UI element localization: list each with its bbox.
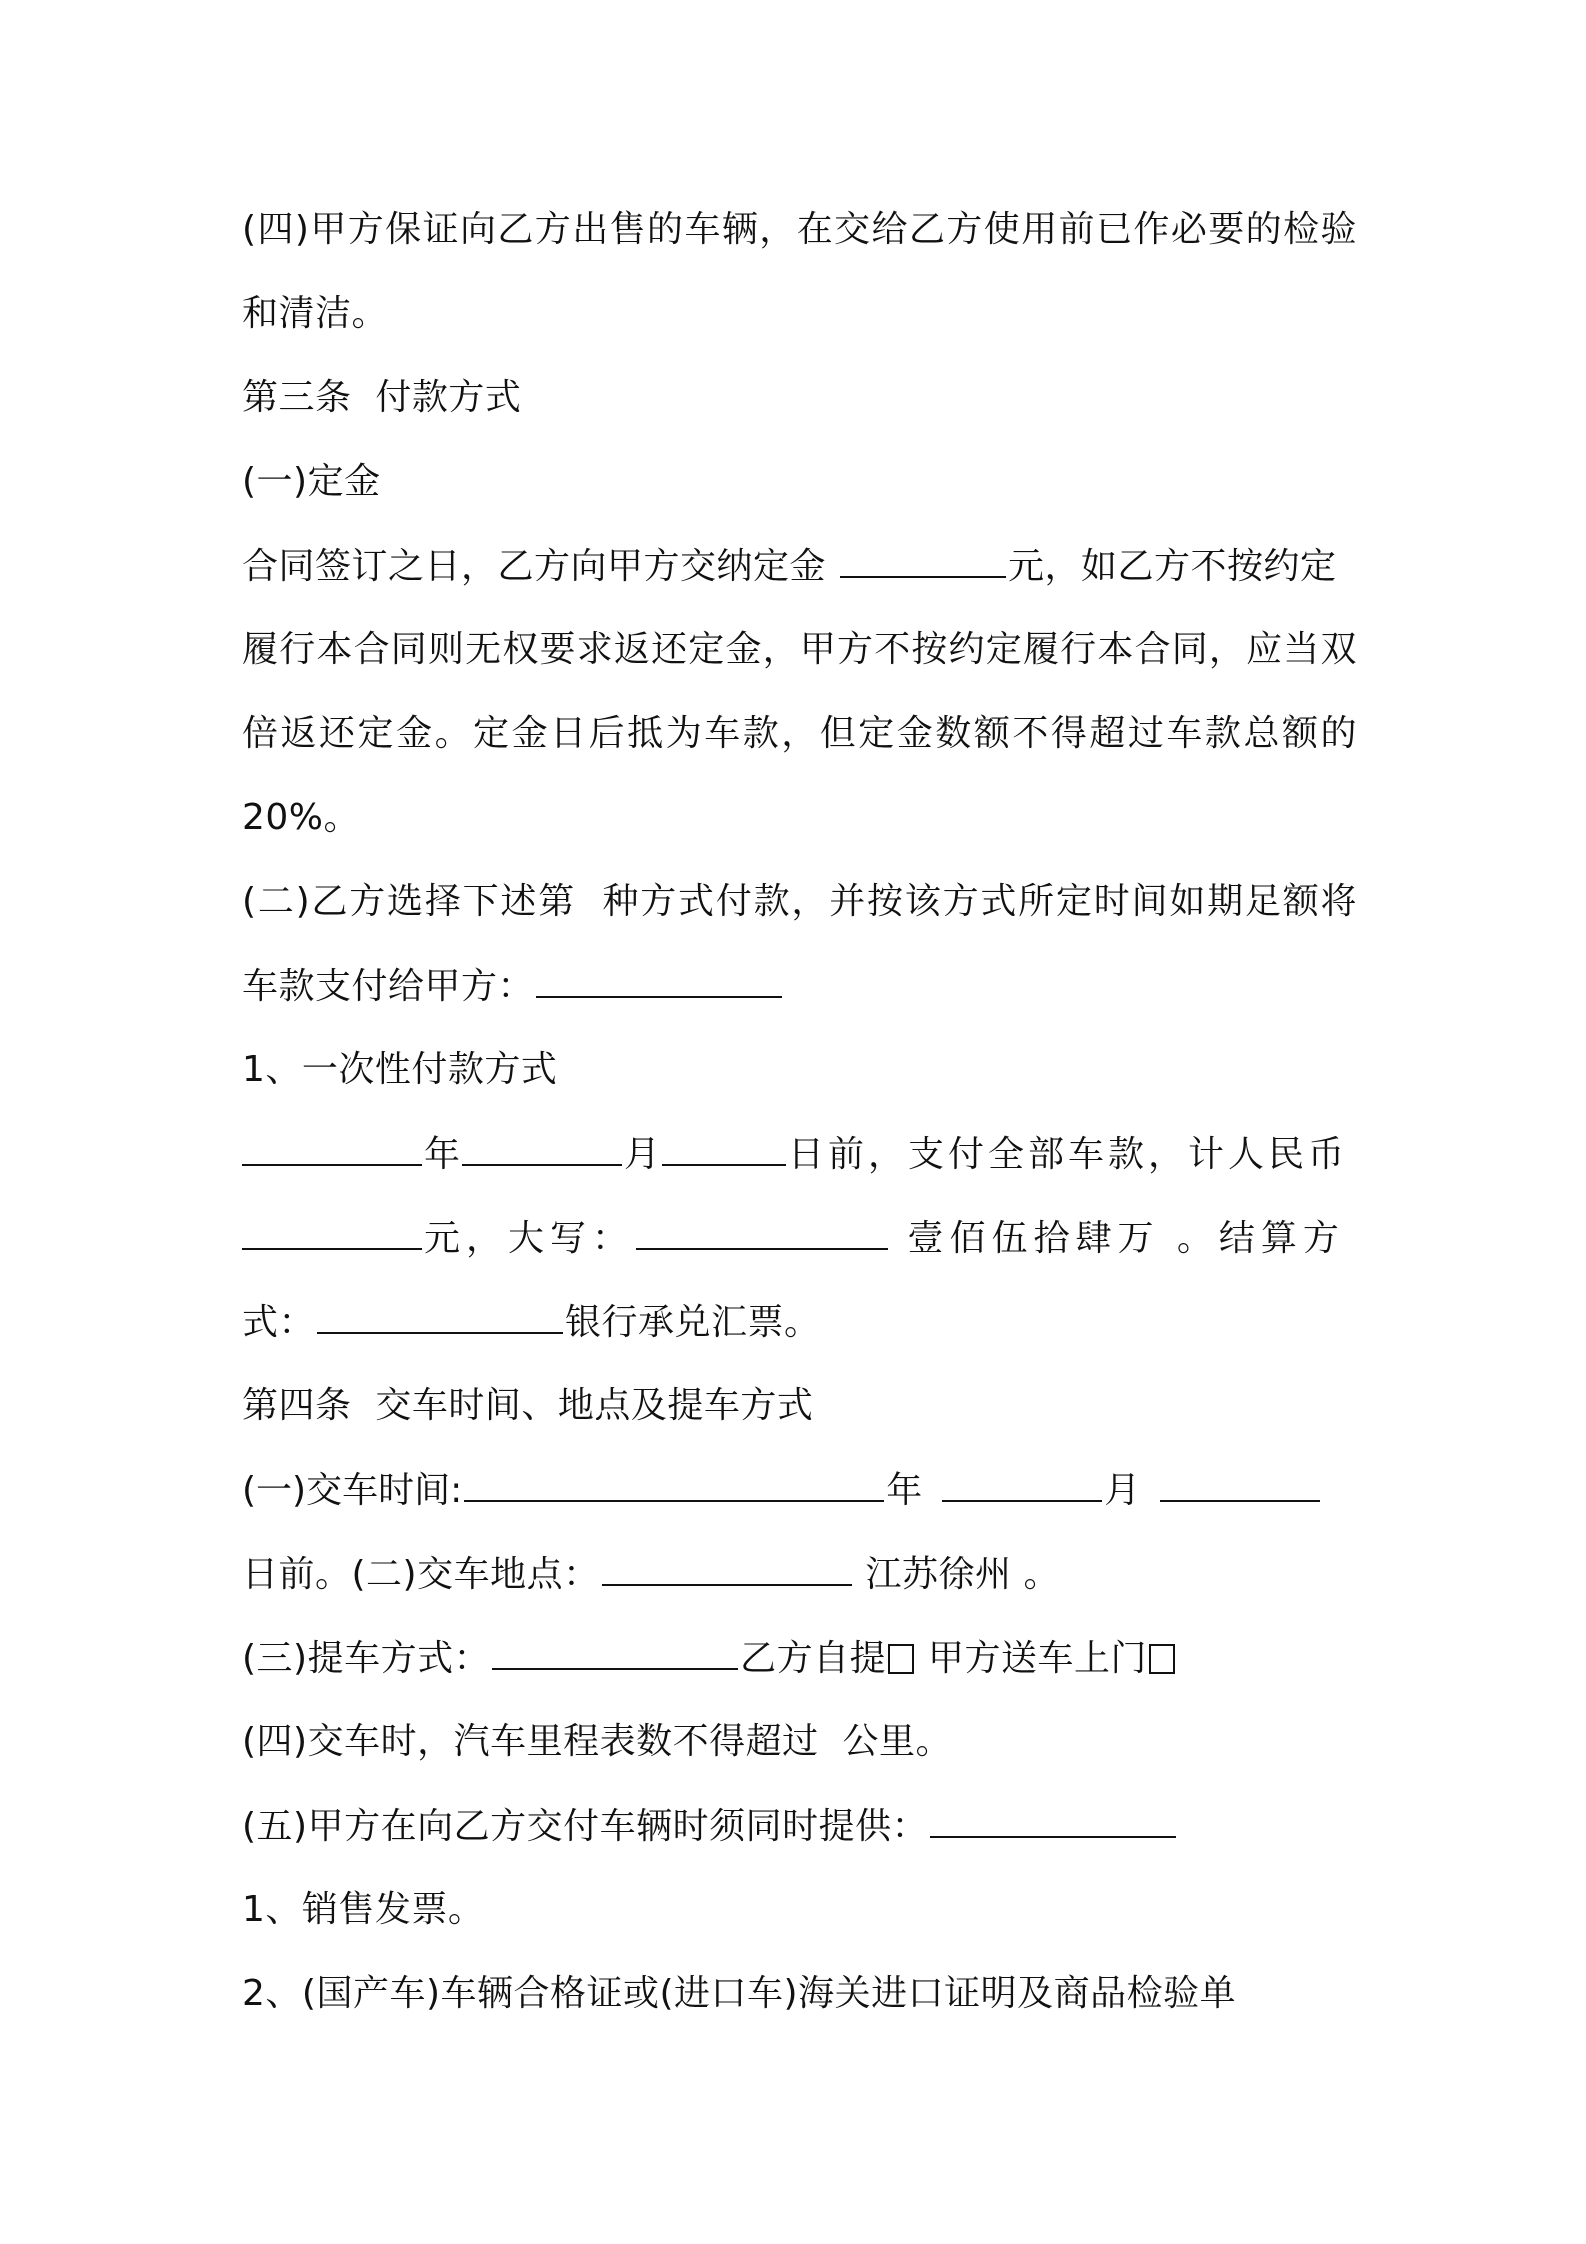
subsection-heading <box>242 452 1357 536</box>
text: 日前，支付全部车款，计人民币 <box>788 1134 1349 1175</box>
text: 日前。(二)交车地点： <box>242 1554 600 1595</box>
deposit-amount-blank[interactable] <box>840 536 1006 578</box>
paragraph-line <box>242 1208 1357 1292</box>
paragraph-line <box>242 536 1357 620</box>
paragraph-line <box>242 1628 1357 1712</box>
text: (一)交车时间: <box>242 1470 463 1511</box>
text: 银行承兑汇票。 <box>565 1302 821 1343</box>
paragraph-line <box>242 1544 1357 1628</box>
year-blank[interactable] <box>242 1124 422 1166</box>
text: (二)乙方选择下述第 种方式付款，并按该方式所定时间如期足额将 <box>242 881 1357 922</box>
paragraph-line <box>242 1124 1357 1208</box>
delivery-day-blank[interactable] <box>1160 1460 1320 1502</box>
paragraph-line <box>242 872 1357 956</box>
text: 和清洁。 <box>242 293 389 334</box>
paragraph-line <box>242 1292 1357 1376</box>
paragraph-line <box>242 1796 1357 1880</box>
text: 年 <box>886 1470 923 1511</box>
paragraph-line <box>242 200 1357 284</box>
text: (四)交车时，汽车里程表数不得超过 公里。 <box>242 1721 952 1762</box>
text: 年 <box>424 1134 461 1175</box>
text: 月 <box>1104 1470 1141 1511</box>
month-blank[interactable] <box>462 1124 622 1166</box>
text: (四)甲方保证向乙方出售的车辆，在交给乙方使用前已作必要的检验 <box>242 209 1357 250</box>
text: 履行本合同则无权要求返还定金，甲方不按约定履行本合同，应当双 <box>242 629 1357 670</box>
text: 20%。 <box>242 797 361 838</box>
text: 壹佰伍拾肆万 。结算方 <box>890 1218 1345 1259</box>
text: 乙方自提 <box>740 1638 887 1679</box>
text: 倍返还定金。定金日后抵为车款，但定金数额不得超过车款总额的 <box>242 713 1357 754</box>
text: (三)提车方式： <box>242 1638 491 1679</box>
text: 1、一次性付款方式 <box>242 1049 558 1090</box>
self-pickup-checkbox[interactable] <box>888 1644 914 1674</box>
text: 月 <box>624 1134 661 1175</box>
payment-option-blank[interactable] <box>536 956 782 998</box>
paragraph-line <box>242 1460 1357 1544</box>
paragraph-line <box>242 1712 1357 1796</box>
section-heading <box>242 368 1357 452</box>
amount-blank[interactable] <box>242 1208 422 1250</box>
list-item <box>242 1964 1357 2048</box>
document-page <box>242 200 1357 2048</box>
section-heading <box>242 1376 1357 1460</box>
paragraph-line <box>242 284 1357 368</box>
documents-blank[interactable] <box>930 1796 1176 1838</box>
delivery-place-blank[interactable] <box>602 1544 852 1586</box>
delivery-month-blank[interactable] <box>942 1460 1102 1502</box>
home-delivery-checkbox[interactable] <box>1149 1644 1175 1674</box>
text: 甲方送车上门 <box>916 1638 1148 1679</box>
paragraph-line <box>242 704 1357 788</box>
text: 合同签订之日，乙方向甲方交纳定金 <box>242 546 838 587</box>
text: 第三条 付款方式 <box>242 377 522 418</box>
text: 第四条 交车时间、地点及提车方式 <box>242 1385 814 1426</box>
text: 元，大写： <box>424 1218 635 1259</box>
delivery-time-blank[interactable] <box>464 1460 884 1502</box>
amount-in-words-blank[interactable] <box>636 1208 888 1250</box>
text: 1、销售发票。 <box>242 1889 485 1930</box>
text: 车款支付给甲方： <box>242 966 535 1007</box>
settlement-method-blank[interactable] <box>317 1292 563 1334</box>
paragraph-line <box>242 620 1357 704</box>
text: 江苏徐州 。 <box>853 1554 1060 1595</box>
paragraph-line <box>242 956 1357 1040</box>
list-item <box>242 1880 1357 1964</box>
text: (一)定金 <box>242 461 381 502</box>
pickup-method-blank[interactable] <box>492 1628 738 1670</box>
text: 式： <box>242 1302 316 1343</box>
paragraph-line <box>242 788 1357 872</box>
text: (五)甲方在向乙方交付车辆时须同时提供： <box>242 1806 929 1847</box>
list-item <box>242 1040 1357 1124</box>
day-blank[interactable] <box>662 1124 786 1166</box>
text: 2、(国产车)车辆合格证或(进口车)海关进口证明及商品检验单 <box>242 1973 1237 2014</box>
text: 元，如乙方不按约定 <box>1007 546 1337 587</box>
